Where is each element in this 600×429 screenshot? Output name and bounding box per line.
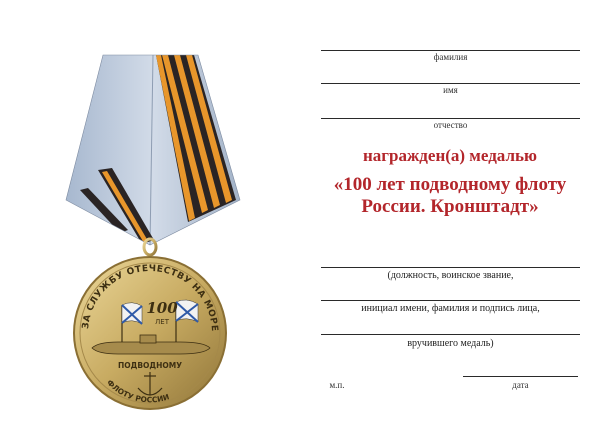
date-line xyxy=(463,376,578,377)
medal-center-text: ПОДВОДНОМУ xyxy=(117,361,183,370)
medal-years: 100 xyxy=(146,299,178,317)
ribbon xyxy=(66,55,240,245)
surname-label: фамилия xyxy=(433,52,468,62)
surname-line xyxy=(321,50,580,51)
medal-ring-text: ЗА СЛУЖБУ ОТЕЧЕСТВУ НА МОРЕ xyxy=(81,263,220,332)
name-line xyxy=(321,83,580,84)
presenter-line-3 xyxy=(321,334,580,335)
awarded-text: награжден(а) медалью xyxy=(363,146,537,165)
certificate-form xyxy=(300,0,600,429)
medal-years-suffix: ЛЕТ xyxy=(155,318,169,326)
stamp-label: м.п. xyxy=(329,380,345,390)
presenter-caption-2: инициал имени, фамилия и подпись лица, xyxy=(361,303,540,314)
medal-bottom-text: ФЛОТУ РОССИИ xyxy=(105,377,171,405)
presenter-caption-1: (должность, воинское звание, xyxy=(387,270,514,281)
presenter-line-1 xyxy=(321,267,580,268)
patronymic-label: отчество xyxy=(433,120,468,130)
name-label: имя xyxy=(443,85,458,95)
presenter-caption-3: вручившего медаль) xyxy=(407,338,494,349)
date-label: дата xyxy=(512,380,529,390)
medal-title-line2: России. Кронштадт» xyxy=(361,196,539,217)
patronymic-line xyxy=(321,118,580,119)
presenter-line-2 xyxy=(321,300,580,301)
medal-title-line1: «100 лет подводному флоту xyxy=(333,174,567,195)
medal-image xyxy=(58,50,248,420)
